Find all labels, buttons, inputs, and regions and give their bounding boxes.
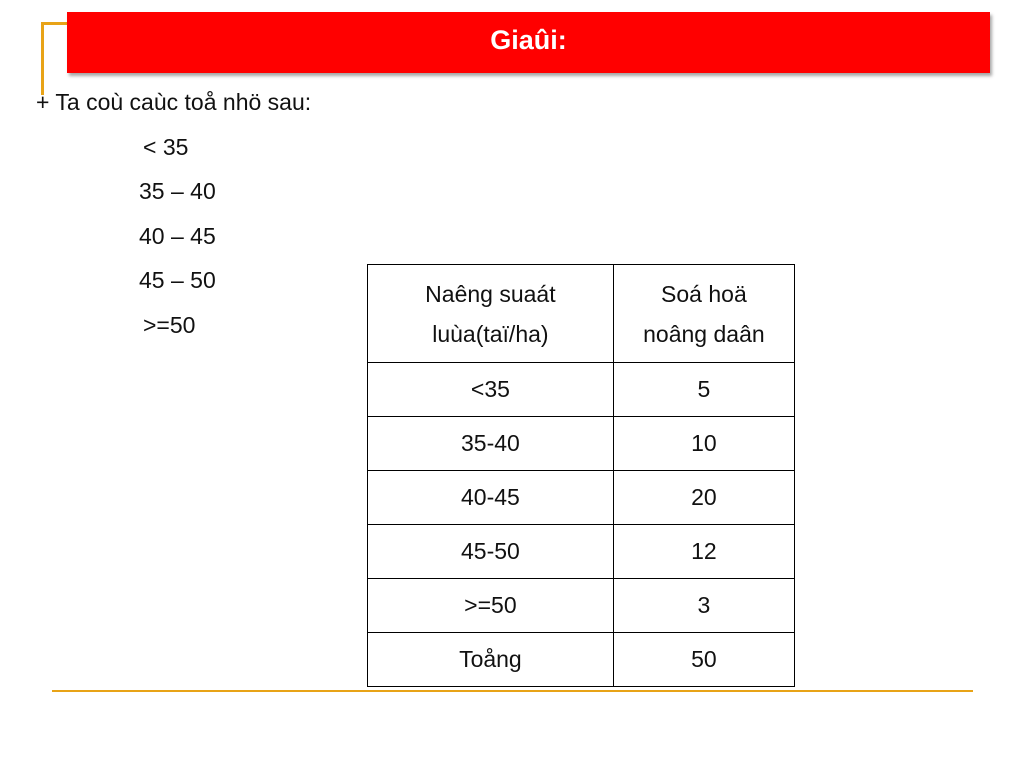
table-header-row <box>368 265 795 363</box>
table-row <box>368 579 795 633</box>
cell-total-label: Toång <box>368 633 614 687</box>
table-row <box>368 363 795 417</box>
cell-range: 35-40 <box>368 417 614 471</box>
table-row <box>368 471 795 525</box>
range-item: 40 – 45 <box>139 223 216 249</box>
header-households <box>613 265 794 363</box>
range-item: 45 – 50 <box>139 267 216 293</box>
table-row <box>368 525 795 579</box>
range-item: >=50 <box>143 312 196 338</box>
table-row <box>368 417 795 471</box>
frequency-table <box>367 264 795 687</box>
table-total-row <box>368 633 795 687</box>
cell-total-count: 50 <box>613 633 794 687</box>
header-households-line2: noâng daân <box>643 320 765 347</box>
cell-count: 3 <box>613 579 794 633</box>
cell-count: 5 <box>613 363 794 417</box>
slide-title: Giaûi: <box>490 25 567 55</box>
bottom-divider <box>52 690 973 692</box>
range-item: 35 – 40 <box>139 178 216 204</box>
cell-count: 12 <box>613 525 794 579</box>
header-yield-line1: Naêng suaát <box>425 280 556 307</box>
cell-range: 45-50 <box>368 525 614 579</box>
cell-range: 40-45 <box>368 471 614 525</box>
cell-range: <35 <box>368 363 614 417</box>
header-yield <box>368 265 614 363</box>
cell-count: 10 <box>613 417 794 471</box>
intro-text: + Ta coù caùc toå nhö sau: <box>36 89 312 115</box>
header-households-line1: Soá hoä <box>661 280 747 307</box>
cell-count: 20 <box>613 471 794 525</box>
header-yield-line2: luùa(taï/ha) <box>432 320 549 347</box>
range-item: < 35 <box>143 134 189 160</box>
cell-range: >=50 <box>368 579 614 633</box>
title-bar <box>67 12 990 73</box>
